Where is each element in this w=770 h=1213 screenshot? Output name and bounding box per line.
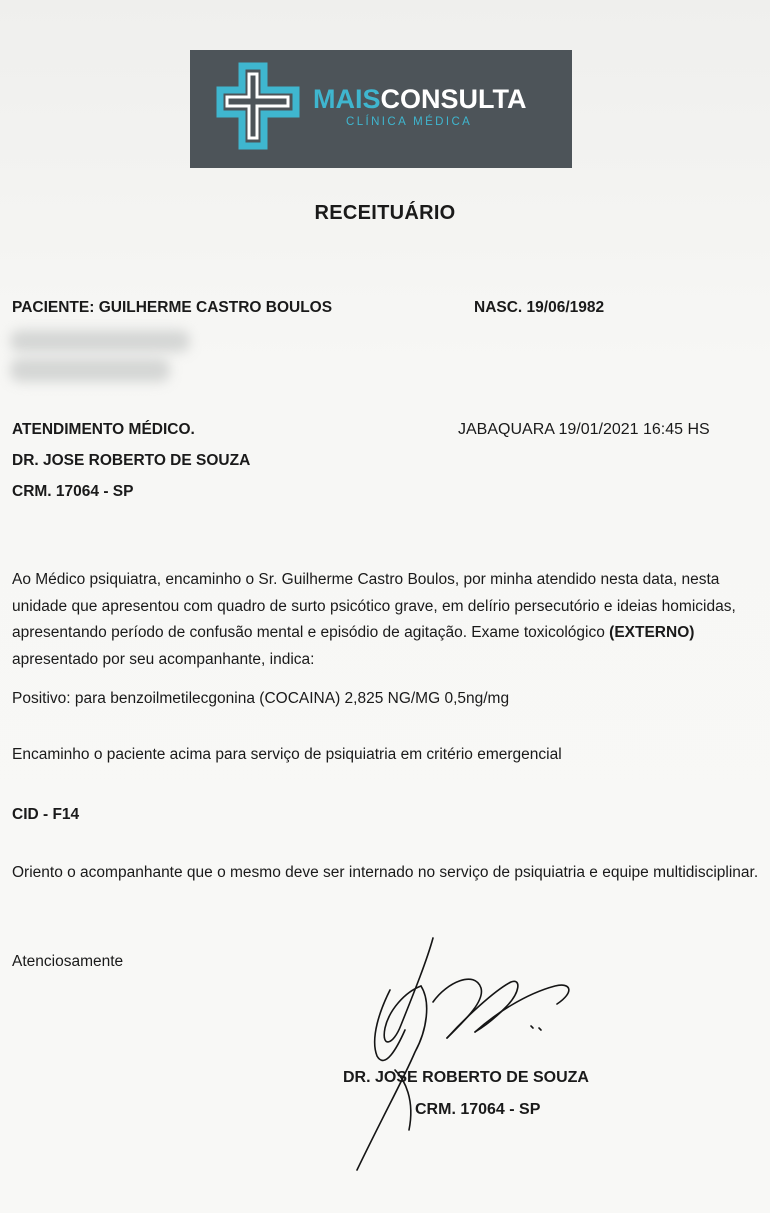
orientation-text: Oriento o acompanhante que o mesmo deve ser internado no serviço de psiquiatria e equipe multidisciplinar. xyxy=(12,864,759,881)
doctor-crm: CRM. 17064 - SP xyxy=(12,483,134,500)
clinical-report-paragraph xyxy=(12,567,770,673)
patient-name: PACIENTE: GUILHERME CASTRO BOULOS xyxy=(12,299,333,316)
location-datetime: JABAQUARA 19/01/2021 16:45 HS xyxy=(458,421,710,438)
report-text-end: apresentado por seu acompanhante, indica: xyxy=(12,650,315,668)
medical-cross-icon xyxy=(212,60,307,156)
referral-text: Encaminho o paciente acima para serviço de psiquiatria em critério emergencial xyxy=(12,746,562,763)
report-external-label: (EXTERNO) xyxy=(609,624,695,641)
redacted-field-2 xyxy=(10,358,170,382)
clinic-logo xyxy=(190,50,572,168)
patient-birth-date: NASC. 19/06/1982 xyxy=(474,299,605,316)
signature-doctor-crm: CRM. 17064 - SP xyxy=(415,1101,541,1118)
report-text: Ao Médico psiquiatra, encaminho o Sr. Guilherme Castro Boulos, por minha atendido nesta data, nesta unidade que apresentou com quadro de surto psicótico grave, em delírio persecutório e ideias homicidas, apresentando período de confusão mental e episódio de agitação. Exame toxicológico xyxy=(12,571,736,641)
attendance-heading: ATENDIMENTO MÉDICO. xyxy=(12,421,195,438)
redacted-field xyxy=(10,330,190,352)
handwritten-signature xyxy=(335,930,595,1180)
doctor-name: DR. JOSE ROBERTO DE SOUZA xyxy=(12,452,251,469)
toxicology-result: Positivo: para benzoilmetilecgonina (COCAINA) 2,825 NG/MG 0,5ng/mg xyxy=(12,690,510,707)
cid-code: CID - F14 xyxy=(12,806,80,823)
brand-mais: MAIS xyxy=(313,84,381,114)
signature-doctor-name: DR. JOSE ROBERTO DE SOUZA xyxy=(343,1069,589,1086)
clinic-tagline: CLÍNICA MÉDICA xyxy=(346,116,473,128)
clinic-brand-name xyxy=(313,84,526,115)
document-title: RECEITUÁRIO xyxy=(314,202,456,224)
closing-text: Atenciosamente xyxy=(12,953,124,970)
brand-consulta: CONSULTA xyxy=(380,84,527,114)
